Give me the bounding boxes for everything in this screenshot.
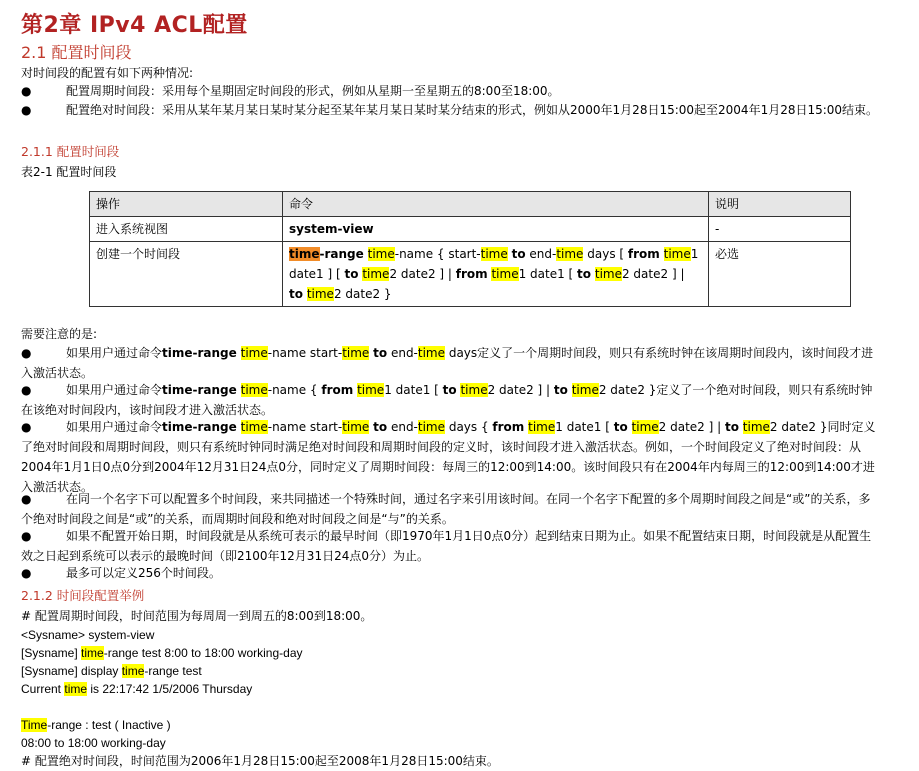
note-cell: 必选 — [709, 242, 851, 307]
example-comment: # 配置绝对时间段，时间范围为2006年1月28日15:00起至2008年1月28日15:00结束。 — [21, 754, 499, 768]
example-line: 08:00 to 18:00 working-day — [21, 736, 166, 750]
bullet-icon: ● — [21, 103, 32, 117]
note-cell: - — [709, 217, 851, 242]
subsection-title-config: 2.1.1 配置时间段 — [21, 144, 120, 159]
example-line: Current time is 22:17:42 1/5/2006 Thursday — [21, 682, 253, 696]
chapter-title: 第2章 IPv4 ACL配置 — [21, 13, 248, 38]
header-operation: 操作 — [90, 192, 283, 217]
config-table — [89, 191, 851, 307]
command-cell: time-range time-name { start-time to end-time days [ from time1 date1 ] [ to time2 date2 ] | from time1 date1 [ to time2 date2 ] | to time2 date2 } — [283, 242, 709, 307]
example-line: [Sysname] time-range test 8:00 to 18:00 working-day — [21, 646, 303, 660]
example-line: Time-range : test ( Inactive ) — [21, 718, 171, 732]
case-absolute: ● 配置绝对时间段：采用从某年某月某日某时某分起至某年某月某日某时某分结束的形式，例如从2000年1月28日15:00起至2004年1月28日15:00结束。 — [21, 100, 881, 120]
command-cell: system-view — [283, 217, 709, 242]
example-line: [Sysname] display time-range test — [21, 664, 202, 678]
case-periodic: ● 配置周期时间段：采用每个星期固定时间段的形式，例如从星期一至星期五的8:00至18:00。 — [21, 81, 881, 101]
table-row — [90, 217, 851, 242]
section-title: 2.1 配置时间段 — [21, 43, 132, 62]
header-note: 说明 — [709, 192, 851, 217]
table-row — [90, 242, 851, 307]
header-command: 命令 — [283, 192, 709, 217]
example-line: <Sysname> system-view — [21, 628, 155, 642]
notes-title: 需要注意的是: — [21, 327, 98, 341]
operation-cell: 进入系统视图 — [90, 217, 283, 242]
bullet-icon: ● — [21, 84, 32, 98]
note-periodic: ● 如果用户通过命令time-range time-name start-time to end-time days定义了一个周期时间段，则只有系统时钟在该周期时间段内，该时间段才进入激活状态。 — [21, 346, 874, 380]
note-combined: ● 如果用户通过命令time-range time-name start-time to end-time days { from time1 date1 [ to time2 date2 ] | to time2 date2 }同时定义了绝对时间段和周期时间段，则只有系统时钟同时满足绝对时间段和周期时间段的定义时，该时间段才进入激活状态。例如，一个时间段定义了绝对时间段：从2004年1月1日0点0分到2004年12月31日24点0分，同时定义了周期时间段：每周三的12:00到14:00。该时间段只有在2004年内每周三的12:00到14:00才进入激活状态。 — [21, 420, 876, 494]
note-default-range: ● 如果不配置开始日期，时间段就是从系统可表示的最早时间（即1970年1月1日0点0分）起到结束日期为止。如果不配置结束日期，时间段就是从配置生效之日起到系统可以表示的最晚时间（即2100年12月31日24点0分）为止。 — [21, 529, 872, 563]
operation-cell: 创建一个时间段 — [90, 242, 283, 307]
subsection-title-example: 2.1.2 时间段配置举例 — [21, 588, 145, 603]
note-multiple: ● 在同一个名字下可以配置多个时间段，来共同描述一个特殊时间，通过名字来引用该时间。在同一个名字下配置的多个周期时间段之间是“或”的关系，多个绝对时间段之间是“或”的关系，而周期时间段和绝对时间段之间是“与”的关系。 — [21, 492, 871, 526]
intro-text: 对时间段的配置有如下两种情况: — [21, 66, 194, 80]
table-caption: 表2-1 配置时间段 — [21, 165, 117, 179]
note-limit: ● 最多可以定义256个时间段。 — [21, 566, 221, 580]
note-absolute: ● 如果用户通过命令time-range time-name { from time1 date1 [ to time2 date2 ] | to time2 date2 }定义了一个绝对时间段，则只有系统时钟在该绝对时间段内，该时间段才进入激活状态。 — [21, 383, 873, 417]
example-comment: # 配置周期时间段，时间范围为每周周一到周五的8:00到18:00。 — [21, 609, 373, 623]
